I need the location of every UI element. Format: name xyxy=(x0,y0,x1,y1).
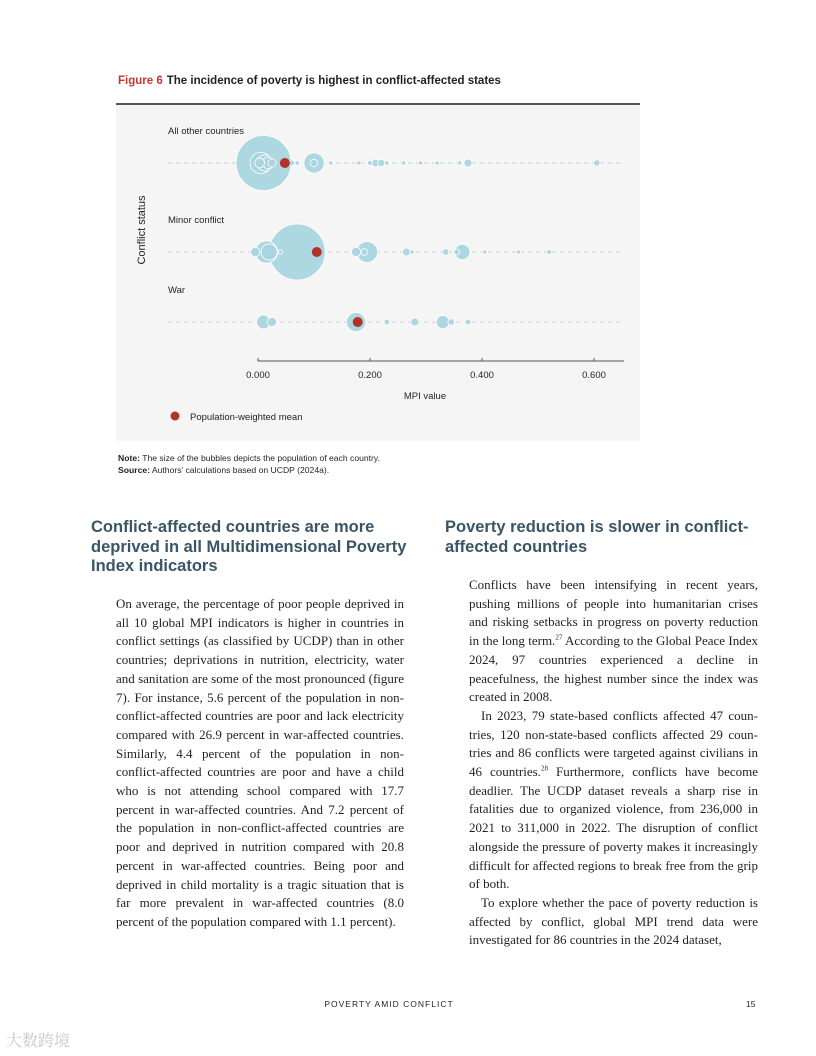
country-bubble xyxy=(516,250,520,254)
note-label: Note: xyxy=(118,453,140,463)
country-bubble xyxy=(454,249,460,255)
paragraph-text: Furthermore, conflicts have become deadlier. The UCDP dataset reveals a sharp rise in fatalities due to organized violence, from 236,000 in 2021 to 311,000 in 2022. The disruption of conflict alongside the pressure of poverty makes it increasingly difficult for affected regions to break free from the grip of both. xyxy=(469,764,758,892)
country-bubble xyxy=(594,160,601,167)
category-label: Minor conflict xyxy=(168,215,224,226)
note-text: The size of the bubbles depicts the population of each country. xyxy=(139,453,380,463)
paragraph-text: In 2023, 79 state-based conflicts affected 47 countries, 120 non-state-based conflicts affected 29 countries and 86 conflicts were targeted against civilians in 46 countries. xyxy=(469,707,758,780)
country-bubble xyxy=(251,247,260,256)
x-tick-label: 0.000 xyxy=(246,370,270,381)
country-bubble xyxy=(483,250,487,254)
legend-label: Population-weighted mean xyxy=(190,412,303,423)
country-bubble xyxy=(384,319,390,325)
country-bubble xyxy=(278,250,282,254)
note-line xyxy=(118,452,380,464)
country-bubble xyxy=(295,161,300,166)
paragraph-text: Conflicts have been intensifying in recent years, pushing millions of people into humanitarian crises and risking setbacks in progress on poverty reduction in the long term. xyxy=(469,577,758,649)
paragraph-text: According to the Global Peace Index 2024, 97 countries experienced a decline in peacefulness, the highest number since the index was created in 2008. xyxy=(469,633,758,705)
country-bubble xyxy=(402,248,410,256)
legend-marker xyxy=(171,412,180,421)
figure-number: Figure 6 xyxy=(118,75,163,87)
x-axis-label: MPI value xyxy=(403,391,447,402)
country-bubble xyxy=(261,244,277,260)
x-tick-label: 0.600 xyxy=(582,370,606,381)
section-heading-left: Conflict-affected countries are more deprived in all Multidimensional Poverty Index indicators xyxy=(91,518,407,575)
footnote-ref[interactable]: 27 xyxy=(555,633,563,642)
country-bubble xyxy=(435,161,439,165)
country-bubble xyxy=(255,158,265,168)
country-bubble xyxy=(384,161,389,166)
country-bubble xyxy=(267,317,276,326)
category-label: War xyxy=(168,285,186,296)
figure-notes xyxy=(118,452,380,476)
country-bubble xyxy=(465,319,471,325)
page-number: 15 xyxy=(746,999,756,1009)
y-axis-label: Conflict status xyxy=(136,195,148,265)
x-tick-label: 0.400 xyxy=(470,370,494,381)
figure-title xyxy=(118,75,501,87)
footnote-ref[interactable]: 28 xyxy=(540,764,548,773)
country-bubble xyxy=(378,159,385,166)
paragraph xyxy=(469,707,758,894)
running-title: POVERTY AMID CONFLICT xyxy=(324,999,454,1009)
weighted-mean-marker xyxy=(353,317,363,327)
source-label: Source: xyxy=(118,465,150,475)
country-bubble xyxy=(361,249,368,256)
chart-panel xyxy=(116,105,640,441)
category-label: All other countries xyxy=(168,126,245,137)
country-bubble xyxy=(547,249,552,254)
country-bubble xyxy=(448,319,455,326)
country-bubble xyxy=(329,161,333,165)
paragraph xyxy=(469,576,758,707)
watermark: 大数跨境 xyxy=(6,1031,71,1050)
bubble-chart xyxy=(116,105,640,441)
weighted-mean-marker xyxy=(280,158,290,168)
x-tick-label: 0.200 xyxy=(358,370,382,381)
country-bubble xyxy=(367,160,372,165)
country-bubble xyxy=(410,250,414,254)
paragraph: On average, the percentage of poor people deprived in all 10 global MPI indicators is higher in countries in conflict settings (as classified by UCDP) than in other countries; deprivations in nutrition, electricity, water and sanitation are some of the most pronounced (figure 7). For instance, 5.6 percent of the population in non-conflict-affected countries are poor and lack electricity compared with 26.9 percent in war-affected countries. Similarly, 4.4 percent of the population in non-conflict-affected countries are poor and have a child who is not attending school compared with 17.7 percent in war-affected countries. And 7.2 percent of the population in non-conflict-affected countries are poor and deprived in nutrition compared with 20.8 percent in war-affected countries. Being poor and deprived in child mortality is a tragic situation that is far more prevalent in war-affected countries (8.0 percent of the population compared with 1.1 percent). xyxy=(116,596,404,929)
source-line xyxy=(118,464,380,476)
section-heading-right: Poverty reduction is slower in conflict-affected countries xyxy=(445,518,749,556)
country-bubble xyxy=(442,249,449,256)
country-bubble xyxy=(411,318,419,326)
figure-title-text: The incidence of poverty is highest in conflict-affected states xyxy=(166,75,501,87)
country-bubble xyxy=(357,161,361,165)
country-bubble xyxy=(418,161,422,165)
body-column-right xyxy=(469,576,758,950)
paragraph: To explore whether the pace of poverty reduction is affected by conflict, global MPI trend data were investigated for 86 countries in the 2024 dataset, xyxy=(469,894,758,948)
source-text: Authors’ calculations based on UCDP (2024a). xyxy=(150,465,330,475)
body-column-left xyxy=(116,595,404,932)
country-bubble xyxy=(436,315,449,328)
country-bubble xyxy=(401,161,405,165)
country-bubble xyxy=(464,159,472,167)
country-bubble xyxy=(310,159,317,166)
country-bubble xyxy=(351,247,360,256)
country-bubble xyxy=(457,161,461,165)
weighted-mean-marker xyxy=(312,247,322,257)
country-bubble xyxy=(268,159,276,167)
